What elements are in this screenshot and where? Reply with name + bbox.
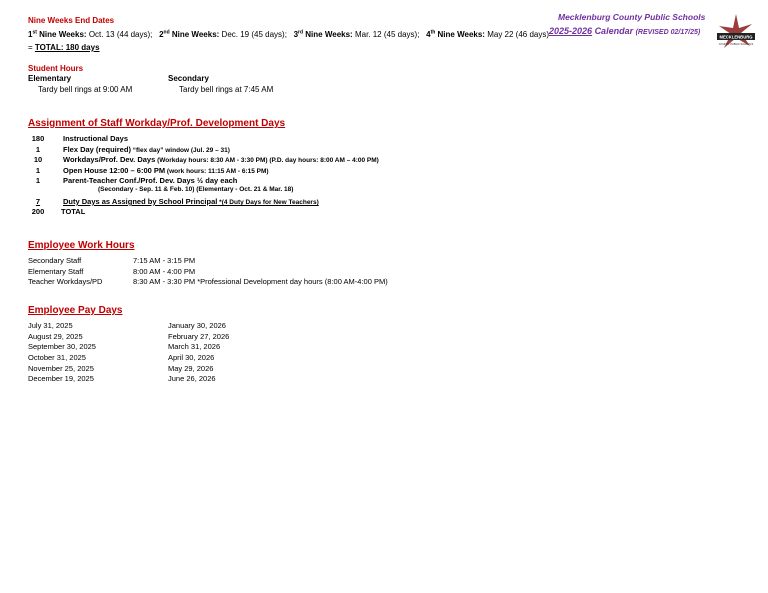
- quarter-4: 4th Nine Weeks: May 22 (46 days): [426, 29, 550, 39]
- work-hours-labels: [28, 256, 102, 288]
- assignment-row: 180 Instructional Days: [31, 134, 129, 143]
- nine-weeks-title: Nine Weeks End Dates: [28, 16, 115, 25]
- secondary-label: Secondary: [168, 74, 209, 83]
- pay-day: July 31, 2025: [28, 321, 73, 330]
- svg-text:MECKLENBURG: MECKLENBURG: [719, 34, 753, 40]
- svg-text:COUNTY PUBLIC SCHOOLS: COUNTY PUBLIC SCHOOLS: [718, 43, 754, 46]
- work-hours-label: Elementary Staff: [28, 266, 84, 276]
- elementary-value: Tardy bell rings at 9:00 AM: [38, 85, 133, 94]
- duty-days-row: 7 Duty Days as Assigned by School Principal *(4 Duty Days for New Teachers): [35, 197, 319, 206]
- pay-day: May 29, 2026: [168, 363, 214, 373]
- pay-day: December 19, 2025: [28, 374, 94, 384]
- assignment-row: 1 Open House 12:00 – 6:00 PM (work hours: 11:15 AM - 6:15 PM): [35, 166, 269, 175]
- pay-day: September 30, 2025: [28, 342, 96, 352]
- elementary-label: Elementary: [28, 74, 72, 83]
- pay-day: November 25, 2025: [28, 363, 94, 373]
- parent-conf-subnote: (Secondary - Sep. 11 & Feb. 10) (Elementary - Oct. 21 & Mar. 18): [98, 186, 294, 193]
- nine-weeks-total: = TOTAL: 180 days: [28, 43, 100, 52]
- assignment-row: 1 Flex Day (required) “flex day” window (Jul. 29 – 31): [35, 145, 230, 154]
- total-row: 200 TOTAL: [31, 207, 86, 216]
- work-hours-value: 7:15 AM - 3:15 PM: [133, 256, 196, 265]
- pay-day: October 31, 2025: [28, 353, 86, 363]
- work-hours-value: 8:00 AM - 4:00 PM: [133, 266, 196, 276]
- student-hours-title: Student Hours: [28, 64, 84, 73]
- quarter-1: 1st Nine Weeks: Oct. 13 (44 days);: [28, 29, 153, 39]
- pay-days-title: Employee Pay Days: [28, 305, 123, 316]
- pay-days-left: [28, 321, 96, 385]
- work-hours-label: Teacher Workdays/PD: [28, 277, 103, 287]
- pay-day: February 27, 2026: [168, 331, 230, 341]
- quarter-3: 3rd Nine Weeks: Mar. 12 (45 days);: [293, 29, 420, 39]
- work-hours-title: Employee Work Hours: [28, 240, 135, 251]
- secondary-value: Tardy bell rings at 7:45 AM: [179, 85, 274, 94]
- logo-star-icon: [716, 12, 756, 52]
- work-hours-value: 8:30 AM - 3:30 PM *Professional Development day hours (8:00 AM-4:00 PM): [133, 277, 388, 287]
- pay-day: June 26, 2026: [168, 374, 216, 384]
- assignment-row: 1 Parent-Teacher Conf./Prof. Dev. Days ½ day each: [35, 176, 238, 185]
- pay-day: August 29, 2025: [28, 331, 83, 341]
- pay-day: January 30, 2026: [168, 321, 226, 330]
- district-logo: [716, 12, 756, 52]
- school-name: Mecklenburg County Public Schools: [558, 12, 706, 22]
- assignment-title: Assignment of Staff Workday/Prof. Development Days: [28, 118, 286, 129]
- quarter-2: 2nd Nine Weeks: Dec. 19 (45 days);: [159, 29, 287, 39]
- pay-day: April 30, 2026: [168, 353, 215, 363]
- work-hours-values: [133, 256, 388, 288]
- pay-day: March 31, 2026: [168, 342, 221, 352]
- nine-weeks-line: [28, 30, 549, 39]
- assignment-row: 10 Workdays/Prof. Dev. Days (Workday hours: 8:30 AM - 3:30 PM) (P.D. day hours: 8:00 AM – 4:00 PM): [33, 155, 379, 164]
- work-hours-label: Secondary Staff: [28, 256, 82, 265]
- calendar-title: 2025-2026 Calendar (REVISED 02/17/25): [549, 26, 701, 36]
- pay-days-right: [168, 321, 229, 385]
